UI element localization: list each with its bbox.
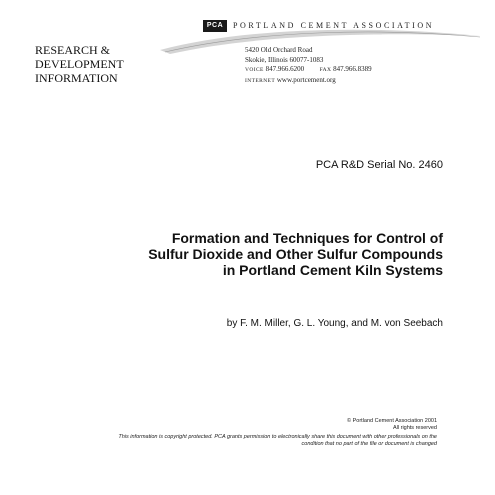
address-internet bbox=[245, 76, 372, 87]
title-line-1: Formation and Techniques for Control of bbox=[171, 230, 443, 246]
copyright-block bbox=[347, 418, 437, 432]
rd-line-1: RESEARCH & bbox=[35, 43, 111, 57]
title-line-3: in Portland Cement Kiln Systems bbox=[222, 262, 443, 278]
authors-line: by F. M. Miller, G. L. Young, and M. von Seebach bbox=[226, 318, 443, 329]
fax-label: FAX bbox=[319, 67, 332, 73]
document-title bbox=[43, 230, 443, 278]
voice-number: 847.966.6200 bbox=[265, 65, 305, 73]
title-line-2: Sulfur Dioxide and Other Sulfur Compounds bbox=[148, 246, 443, 262]
fax-number: 847.966.8389 bbox=[333, 65, 372, 73]
internet-url[interactable]: www.portcement.org bbox=[276, 75, 336, 84]
rd-line-3: INFORMATION bbox=[35, 71, 118, 85]
address-phone-fax bbox=[245, 65, 372, 76]
address-street: 5420 Old Orchard Road bbox=[245, 46, 313, 54]
research-development-heading bbox=[35, 43, 155, 85]
notice-line-1: This information is copyright protected. PCA grants permission to electronically share this document with other professionals on the bbox=[118, 434, 437, 440]
copyright-line: © Portland Cement Association 2001 bbox=[347, 418, 437, 424]
copyright-notice bbox=[57, 434, 437, 448]
notice-line-2: condition that no part of the file or document is changed bbox=[301, 441, 437, 447]
association-name: PORTLAND CEMENT ASSOCIATION bbox=[233, 21, 435, 30]
address-block bbox=[245, 46, 372, 86]
address-city: Skokie, Illinois 60077-1083 bbox=[245, 55, 324, 64]
voice-label: VOICE bbox=[245, 67, 264, 73]
serial-number: PCA R&D Serial No. 2460 bbox=[315, 159, 443, 171]
pca-logo: PCA bbox=[203, 20, 227, 32]
rd-line-2: DEVELOPMENT bbox=[35, 57, 124, 71]
rights-line: All rights reserved bbox=[392, 425, 437, 431]
internet-label: INTERNET bbox=[245, 77, 276, 84]
